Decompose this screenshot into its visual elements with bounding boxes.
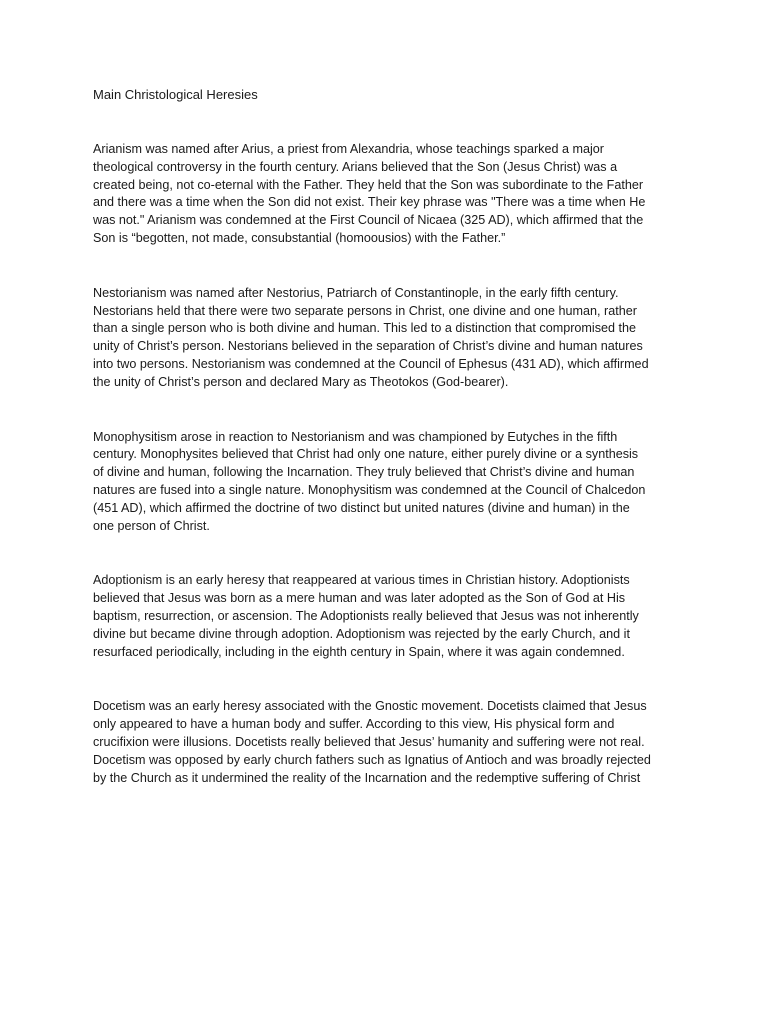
paragraph-docetism	[93, 698, 672, 787]
paragraph-adoptionism	[93, 572, 672, 661]
paragraph-line: Docetism was opposed by early church fathers such as Ignatius of Antioch and was broadly rejected	[93, 752, 651, 767]
paragraph-line: Nestorianism was named after Nestorius, Patriarch of Constantinople, in the early fifth century.	[93, 285, 619, 300]
paragraph-line: than a single person who is both divine and human. This led to a distinction that compromised the	[93, 321, 637, 336]
paragraph-line: unity of Christ’s person. Nestorians believed in the separation of Christ’s divine and human natures	[93, 339, 643, 354]
paragraph-line: baptism, resurrection, or ascension. The Adoptionists really believed that Jesus was not inherently	[93, 608, 639, 623]
paragraph-line: by the Church as it undermined the reality of the Incarnation and the redemptive suffering of Christ	[93, 770, 641, 785]
paragraph-line: century. Monophysites believed that Christ had only one nature, either purely divine or a synthesis	[93, 447, 639, 462]
paragraph-arianism	[93, 141, 672, 248]
paragraph-line: was not." Arianism was condemned at the First Council of Nicaea (325 AD), which affirmed that the	[93, 213, 644, 228]
document-title: Main Christological Heresies	[93, 87, 258, 102]
paragraph-monophysitism	[93, 429, 672, 536]
paragraph-line: natures are fused into a single nature. Monophysitism was condemned at the Council of Chalcedon	[93, 482, 646, 497]
paragraph-line: and there was a time when the Son did not exist. Their key phrase was "There was a time when He	[93, 195, 646, 210]
paragraph-line: Monophysitism arose in reaction to Nestorianism and was championed by Eutyches in the fifth	[93, 429, 618, 444]
paragraph-line: Adoptionism is an early heresy that reappeared at various times in Christian history. Adoptionists	[93, 573, 630, 588]
paragraph-line: Arianism was named after Arius, a priest from Alexandria, whose teachings sparked a major	[93, 142, 604, 156]
paragraph-line: (451 AD), which affirmed the doctrine of two distinct but united natures (divine and human) in the	[93, 500, 630, 515]
paragraph-line: crucifixion were illusions. Docetists really believed that Jesus’ humanity and suffering were not real.	[93, 734, 645, 749]
paragraph-line: created being, not co-eternal with the Father. They held that the Son was subordinate to the Father	[93, 177, 644, 192]
paragraph-line: believed that Jesus was born as a mere human and was later adopted as the Son of God at His	[93, 591, 626, 606]
paragraph-line: one person of Christ.	[93, 518, 210, 533]
paragraph-line: of divine and human, following the Incarnation. They truly believed that Christ’s divine and human	[93, 465, 635, 480]
paragraph-nestorianism	[93, 285, 672, 392]
paragraph-line: Docetism was an early heresy associated with the Gnostic movement. Docetists claimed that Jesus	[93, 699, 647, 714]
paragraph-line: the unity of Christ’s person and declared Mary as Theotokos (God-bearer).	[93, 374, 509, 389]
paragraph-line: divine but became divine through adoption. Adoptionism was rejected by the early Church, and it	[93, 626, 630, 641]
paragraph-line: Nestorians held that there were two separate persons in Christ, one divine and one human, rather	[93, 303, 637, 318]
paragraph-line: resurfaced periodically, including in the eighth century in Spain, where it was again condemned.	[93, 644, 625, 659]
paragraph-line: into two persons. Nestorianism was condemned at the Council of Ephesus (431 AD), which affirmed	[93, 356, 649, 371]
paragraph-line: Son is “begotten, not made, consubstantial (homoousios) with the Father.”	[93, 230, 506, 245]
paragraph-line: only appeared to have a human body and suffer. According to this view, His physical form and	[93, 717, 615, 732]
paragraph-line: theological controversy in the fourth century. Arians believed that the Son (Jesus Christ) was a	[93, 159, 618, 174]
